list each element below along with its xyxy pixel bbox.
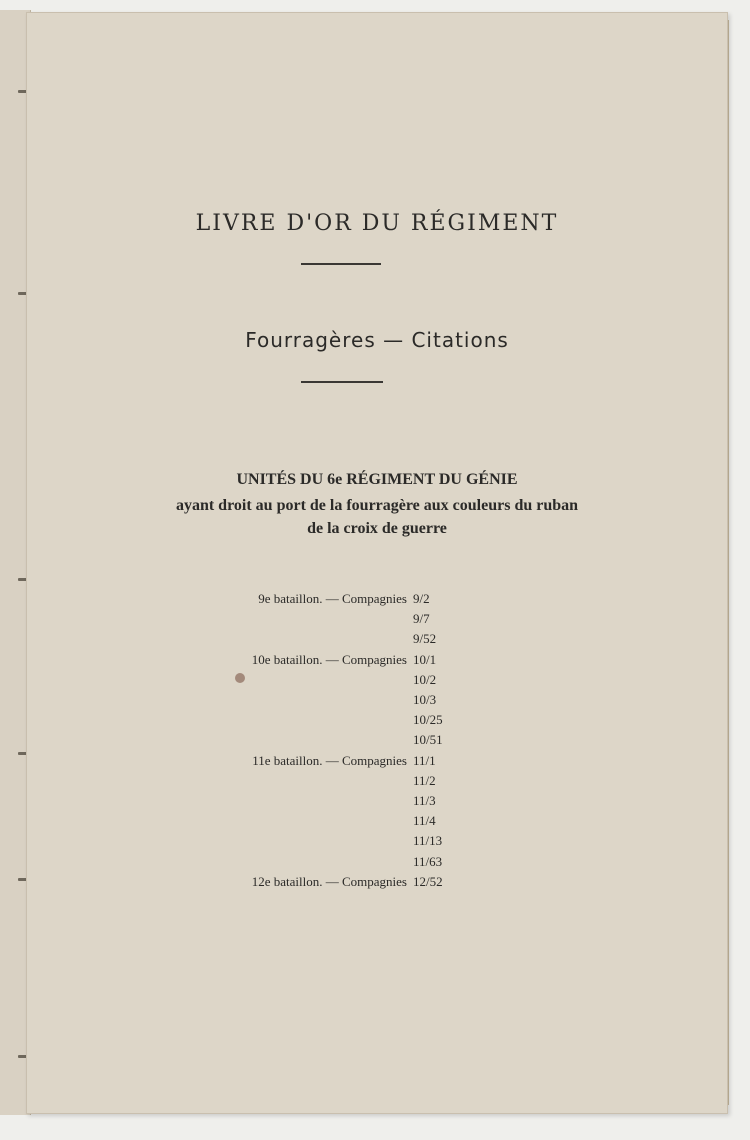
table-row [27,753,727,773]
battalion-label: 12e bataillon. — Compagnies [251,873,407,889]
section-heading: UNITÉS DU 6e RÉGIMENT DU GÉNIE [236,471,518,488]
company-number: 11/2 [413,772,436,788]
battalion-label: 11e bataillon. — Compagnies [252,752,407,768]
company-number: 10/25 [413,712,443,728]
company-number: 10/3 [413,692,437,707]
title-divider [301,263,381,265]
table-row [27,631,727,651]
table-row [27,732,727,752]
company-number: 10/1 [413,651,437,667]
table-row [27,692,727,712]
table-row [27,773,727,793]
company-number: 11/13 [413,833,443,849]
document-page [26,12,728,1114]
company-number: 11/63 [413,853,443,869]
table-row [27,813,727,833]
section-description-line2: de la croix de guerre [307,520,447,537]
company-number: 10/2 [413,671,437,687]
table-row [27,712,727,732]
page-title: LIVRE D'OR DU RÉGIMENT [195,211,559,236]
company-number: 11/1 [413,752,436,768]
table-row [27,874,727,894]
table-row [27,854,727,874]
section-description-line1: ayant droit au port de la fourragère aux couleurs du ruban [175,497,579,514]
company-number: 12/52 [413,873,443,889]
company-number: 9/2 [413,591,430,606]
table-row [27,793,727,813]
company-number: 11/3 [413,793,436,808]
company-number: 11/4 [413,813,436,829]
paper-stain [235,673,245,683]
battalion-label: 10e bataillon. — Compagnies [251,651,407,667]
company-number: 9/7 [413,611,430,627]
company-number: 9/52 [413,631,437,647]
table-row [27,591,727,611]
subtitle-divider [301,381,383,383]
table-row [27,611,727,631]
table-row [27,672,727,692]
table-row [27,652,727,672]
table-row [27,833,727,853]
battalion-label: 9e bataillon. — Compagnies [258,591,407,606]
company-number: 10/51 [413,732,443,748]
page-subtitle: Fourragères — Citations [245,328,509,352]
